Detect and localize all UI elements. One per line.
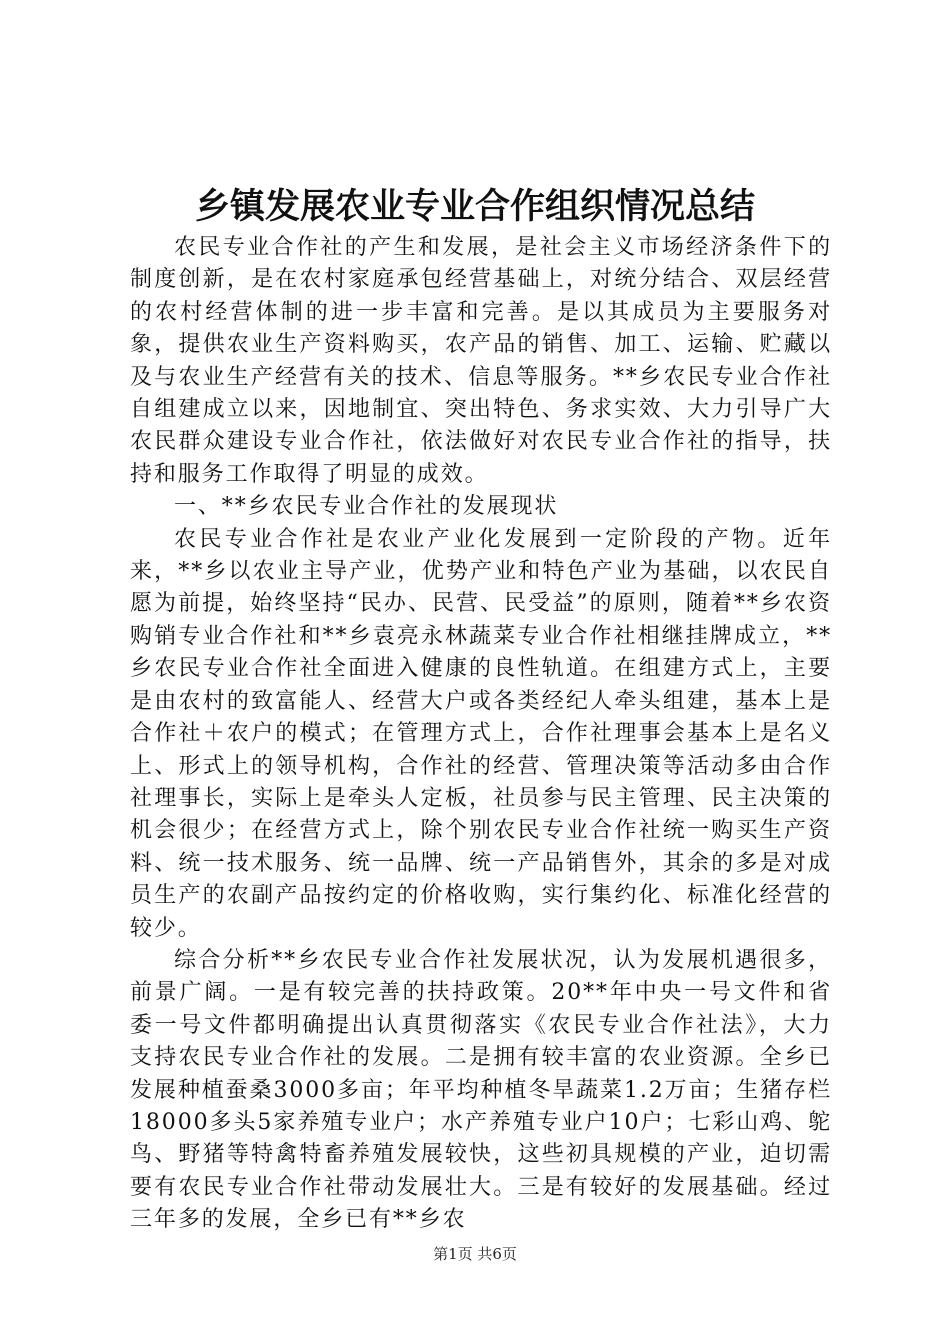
page-footer: 第1页 共6页 <box>433 1245 517 1263</box>
paragraph-analysis: 综合分析**乡农民专业合作社发展状况，认为发展机遇很多，前景广阔。一是有较完善的扶持政策。20**年中央一号文件和省委一号文件都明确提出认真贯彻落实《农民专业合作社法》，大力支持农民专业合作社的发展。二是拥有较丰富的农业资源。全乡已发展种植蚕桑3000多亩；年平均种植冬旱蔬菜1.2万亩；生猪存栏18000多头5家养殖专业户；水产养殖专业户10户；七彩山鸡、鸵鸟、野猪等特禽特畜养殖发展较快，这些初具规模的产业，迫切需要有农民专业合作社带动发展壮大。三是有较好的发展基础。经过三年多的发展，全乡已有**乡农 <box>130 947 832 1233</box>
section-heading: 一、**乡农民专业合作社的发展现状 <box>174 494 559 520</box>
paragraph-status: 农民专业合作社是农业产业化发展到一定阶段的产物。近年来，**乡以农业主导产业，优势产业和特色产业为基础，以农民自愿为前提，始终坚持“民办、民营、民受益”的原则，随着**乡农资购销专业合作社和**乡袁亮永林蔬菜专业合作社相继挂牌成立，**乡农民专业合作社全面进入健康的良性轨道。在组建方式上，主要是由农村的致富能人、经营大户或各类经纪人牵头组建，基本上是合作社＋农户的模式；在管理方式上，合作社理事会基本上是名义上、形式上的领导机构，合作社的经营、管理决策等活动多由合作社理事长，实际上是牵头人定板，社员参与民主管理、民主决策的机会很少；在经营方式上，除个别农民专业合作社统一购买生产资料、统一技术服务、统一品牌、统一产品销售外，其余的多是对成员生产的农副产品按约定的价格收购，实行集约化、标准化经营的较少。 <box>130 526 832 941</box>
document-body <box>130 232 832 1237</box>
paragraph-intro: 农民专业合作社的产生和发展，是社会主义市场经济条件下的制度创新，是在农村家庭承包经营基础上，对统分结合、双层经营的农村经营体制的进一步丰富和完善。是以其成员为主要服务对象，提供农业生产资料购买，农产品的销售、加工、运输、贮藏以及与农业生产经营有关的技术、信息等服务。**乡农民专业合作社自组建成立以来，因地制宜、突出特色、务求实效、大力引导广大农民群众建设专业合作社，依法做好对农民专业合作社的指导，扶持和服务工作取得了明显的成效。 <box>130 235 832 487</box>
document-title: 乡镇发展农业专业合作组织情况总结 <box>194 187 755 227</box>
